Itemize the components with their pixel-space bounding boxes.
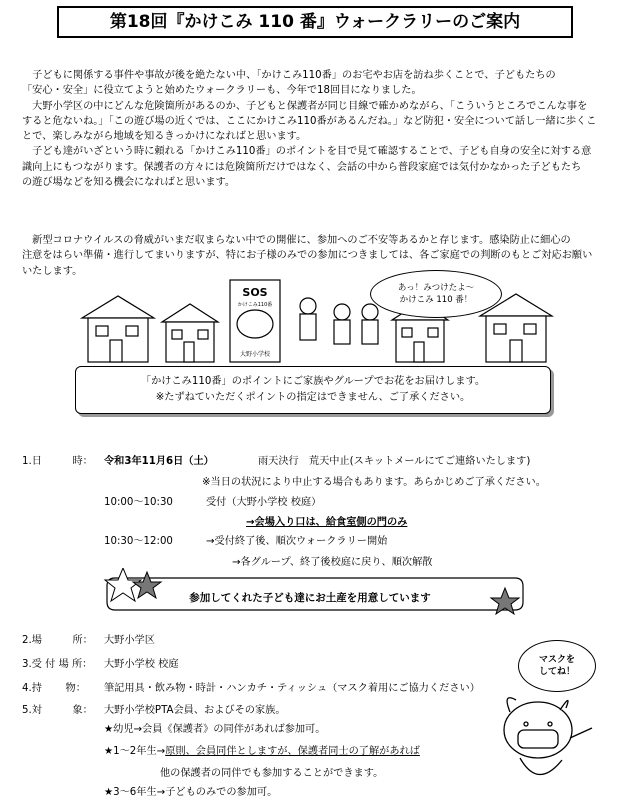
entrance-note: →会場入り口は、給食室側の門のみ <box>246 517 408 528</box>
target-grade36: ★3～6年生→子どものみでの参加可。 <box>104 787 278 798</box>
flower-notice-banner <box>75 366 551 414</box>
target-grade12-cont: 他の保護者の同伴でも参加することができます。 <box>160 768 384 779</box>
items-label: 4.持 物： <box>22 683 86 694</box>
page-title: 第18回『かけこみ 110 番』ウォークラリーのご案内 <box>57 6 573 38</box>
date-label: 1.日 時： <box>22 456 93 467</box>
mask-speech-bubble <box>518 640 596 692</box>
intro-paragraph-1 <box>22 68 614 190</box>
intro-line: いたします。 <box>22 265 83 277</box>
place-value: 大野小学区 <box>104 635 155 646</box>
grade12-prefix: ★1～2年生→ <box>104 746 166 757</box>
intro-line: すると危ないね。」「この遊び場の近くでは、ここにかけこみ110番があるんだね。」など防犯・安全について話し一緒に歩くこ <box>22 115 597 127</box>
poster-caption: かけこみ110番 <box>237 302 273 308</box>
intro-line: の遊び場などを知る機会になればと思います。 <box>22 177 236 189</box>
target-toddler: ★幼児→会員《保護者》の同伴があれば参加可。 <box>104 724 326 735</box>
poster-school: 大野小学校 <box>239 351 271 358</box>
cancel-note: ※当日の状況により中止する場合もあります。あらかじめご了承ください。 <box>202 477 546 488</box>
intro-paragraph-2 <box>22 233 614 279</box>
gift-notice: 参加してくれた子ども達にお土産を用意しています <box>189 592 431 604</box>
intro-line: 「安心・安全」に役立てようと始めたウォークラリーも、今年で18回目になりました。 <box>22 85 422 97</box>
banner-line-1: 「かけこみ110番」のポイントにご家族やグループでお花をお届けします。 <box>140 376 486 387</box>
bubble-line-2: かけこみ 110 番！ <box>399 295 473 305</box>
schedule-text-3: →各グループ、終了後校庭に戻り、順次解散 <box>232 557 433 568</box>
reception-value: 大野小学校 校庭 <box>104 659 179 670</box>
schedule-text-2: →受付終了後、順次ウォークラリー開始 <box>206 536 388 547</box>
intro-line: 大野小学区の中にどんな危険箇所があるのか、子どもと保護者が同じ目線で確かめながら、「こういうところでこんな事を <box>22 100 588 112</box>
target-label: 5.対 象： <box>22 705 93 716</box>
banner-line-2: ※たずねていただくポイントの指定はできません、ご了承ください。 <box>155 392 471 403</box>
poster-sos-text: SOS <box>242 286 268 299</box>
items-value: 筆記用具・飲み物・時計・ハンカチ・ティッシュ（マスク着用にご協力ください） <box>104 683 480 694</box>
mask-line-1: マスクを <box>538 655 575 665</box>
schedule-time-2: 10:30～12:00 <box>104 536 173 547</box>
intro-line: 識向上にもつながります。保護者の方々には危険箇所だけではなく、会話の中から普段家庭では気付かなかった子どもたち <box>22 161 582 173</box>
bubble-line-1: あっ！みつけたよ～ <box>397 283 475 293</box>
children-icon <box>300 298 378 344</box>
place-label: 2.場 所： <box>22 635 93 646</box>
reception-label: 3.受 付 場 所： <box>22 659 93 670</box>
house-icon <box>82 296 154 362</box>
intro-line: 新型コロナウイルスの脅威がいまだ収まらない中での開催に、参加へのご不安等あるかと存じます。感染防止に細心の <box>22 235 571 246</box>
intro-line: 子ども達がいざという時に頼れる「かけこみ110番」のポイントを目で見て確認することで、子ども自身の安全に対する意 <box>22 146 592 158</box>
target-grade12 <box>104 745 420 759</box>
house-icon <box>162 304 218 362</box>
mask-line-2: してね！ <box>538 667 575 677</box>
intro-line: 注意をはらい準備・進行してまいりますが、特にお子様のみでの参加につきましては、各ご家庭での判断のもとご対応お願い <box>22 250 593 262</box>
target-value: 大野小学校PTA会員、およびその家族。 <box>104 705 286 716</box>
intro-line: 子どもに関係する事件や事故が後を絶たない中、「かけこみ110番」のお宅やお店を訪ね歩くことで、子どもたちの <box>22 70 556 81</box>
mask-character-icon <box>480 690 610 798</box>
rain-policy: 雨天決行 荒天中止(スキットメールにてご連絡いたします) <box>258 456 531 467</box>
speech-bubble <box>370 270 502 318</box>
grade12-rule: 原則、会員同伴としますが、保護者同士の了解があれば <box>165 746 420 757</box>
date-value: 令和3年11月6日（土） <box>104 456 214 467</box>
schedule-time-1: 10:00～10:30 <box>104 497 173 508</box>
intro-line: とで、楽しみながら地域を知るきっかけになればと思います。 <box>22 131 307 143</box>
schedule-text-1: 受付（大野小学校 校庭） <box>206 497 322 508</box>
